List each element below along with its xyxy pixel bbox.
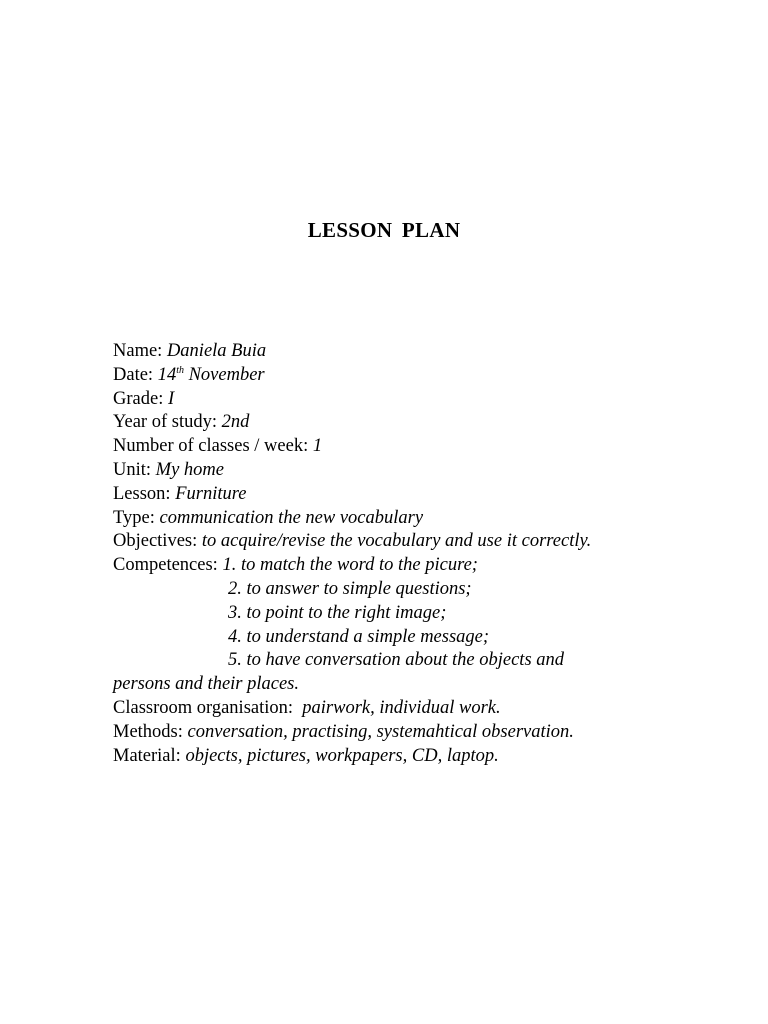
grade-value: I [167,388,175,409]
methods-label: Methods: [113,721,183,742]
methods-line [113,721,673,745]
classes-label: Number of classes / week: [113,436,309,457]
type-label: Type: [113,507,155,528]
organisation-line [113,697,673,721]
objectives-line [113,530,673,554]
name-value: Daniela Buia [166,341,267,361]
lesson-line [113,483,673,507]
document-title: LESSON PLAN [307,218,461,242]
year-line [113,411,673,435]
objectives-label: Objectives: [113,531,198,552]
competences-label: Competences: [113,555,218,576]
lesson-label: Lesson: [113,483,171,504]
competence-item: 1. to match the word to the picure; [222,555,478,576]
date-value [158,365,265,385]
material-line [113,745,673,769]
lesson-value: Furniture [175,483,247,504]
unit-value: My home [155,459,224,480]
year-label: Year of study: [113,412,217,433]
objectives-value: to acquire/revise the vocabulary and use it correctly. [201,531,592,552]
name-label: Name: [113,341,163,361]
material-value: objects, pictures, workpapers, CD, laptop. [185,745,499,766]
competence-item: 4. to understand a simple message; [228,626,490,647]
classes-value: 1 [312,436,323,457]
competence-continuation: persons and their places. [113,674,300,695]
name-line [113,340,673,364]
date-day: 14 [157,364,177,385]
organisation-value: pairwork, individual work. [302,697,501,718]
competence-item: 3. to point to the right image; [228,602,447,623]
type-value: communication the new vocabulary [159,507,424,528]
date-suffix: th [176,364,184,376]
grade-line [113,388,673,412]
date-month: November [188,364,265,385]
competence-item: 2. to answer to simple questions; [228,578,472,599]
competence-item: 5. to have conversation about the objects and [228,650,565,671]
classes-line [113,435,673,459]
type-line [113,507,673,531]
unit-label: Unit: [113,459,152,480]
methods-value: conversation, practising, systemahtical observation. [187,721,574,742]
grade-label: Grade: [113,388,164,409]
organisation-label: Classroom organisation: [113,697,294,718]
date-line [113,364,673,388]
lesson-details [113,340,673,768]
material-label: Material: [113,745,181,766]
date-label: Date: [113,364,154,385]
year-value: 2nd [221,412,250,433]
unit-line [113,459,673,483]
competences-line [113,554,673,578]
